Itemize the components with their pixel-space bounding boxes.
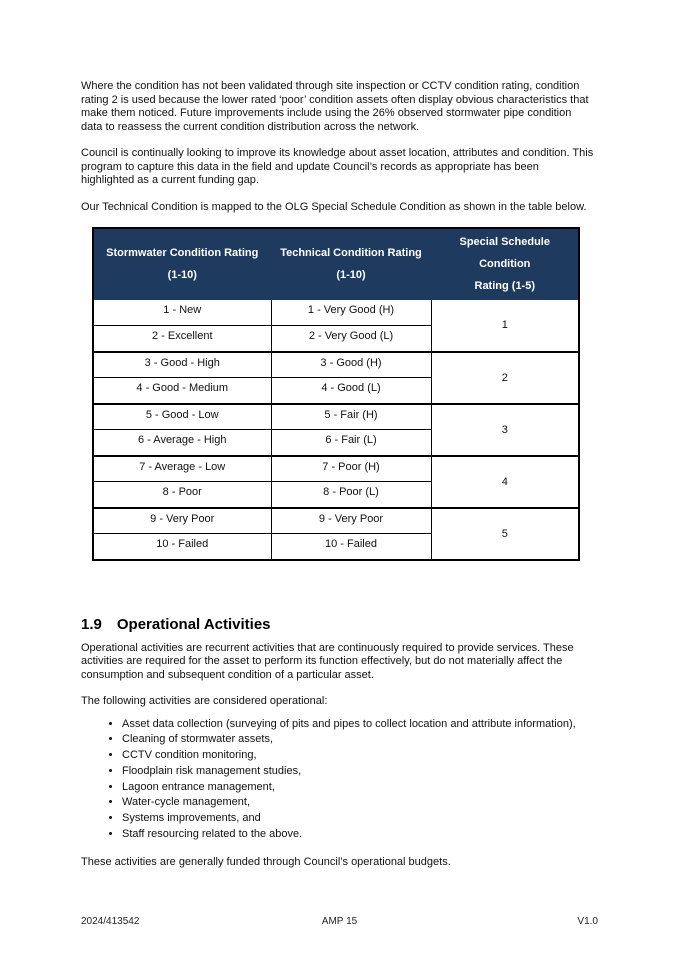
section-number: 1.9 bbox=[81, 615, 102, 633]
condition-mapping-table bbox=[92, 227, 580, 561]
cell-stormwater: 4 - Good - Medium bbox=[93, 378, 271, 404]
cell-special-rating: 5 bbox=[431, 508, 579, 560]
list-item: • Lagoon entrance management, bbox=[122, 780, 594, 796]
cell-technical: 2 - Very Good (L) bbox=[271, 326, 431, 352]
list-item: • Water-cycle management, bbox=[122, 795, 594, 811]
table-row bbox=[93, 456, 579, 482]
list-item: • Cleaning of stormwater assets, bbox=[122, 732, 594, 748]
cell-technical: 6 - Fair (L) bbox=[271, 430, 431, 456]
section-heading-1-9 bbox=[81, 616, 594, 633]
header-line: Special Schedule Condition bbox=[459, 236, 550, 270]
cell-special-rating: 2 bbox=[431, 352, 579, 404]
cell-special-rating: 4 bbox=[431, 456, 579, 508]
list-item: • Floodplain risk management studies, bbox=[122, 764, 594, 780]
cell-technical: 7 - Poor (H) bbox=[271, 456, 431, 482]
cell-technical: 8 - Poor (L) bbox=[271, 482, 431, 508]
cell-stormwater: 2 - Excellent bbox=[93, 326, 271, 352]
cell-technical: 4 - Good (L) bbox=[271, 378, 431, 404]
header-line: Stormwater Condition Rating bbox=[106, 247, 259, 259]
header-line: Rating (1-5) bbox=[474, 280, 535, 292]
paragraph-funding: These activities are generally funded through Council’s operational budgets. bbox=[81, 855, 451, 868]
cell-technical: 1 - Very Good (H) bbox=[271, 300, 431, 326]
header-stormwater-condition bbox=[93, 228, 271, 300]
cell-stormwater: 8 - Poor bbox=[93, 482, 271, 508]
cell-special-rating: 1 bbox=[431, 300, 579, 352]
paragraph-operational-definition: Operational activities are recurrent activities that are continuously required to provide services. These activities are required for the asset to perform its function effectively, but do not materially affect the consumption and subsequent condition of a particular asset. bbox=[81, 641, 574, 681]
header-technical-condition bbox=[271, 228, 431, 300]
cell-stormwater: 6 - Average - High bbox=[93, 430, 271, 456]
table-header-row bbox=[93, 228, 579, 300]
cell-stormwater: 3 - Good - High bbox=[93, 352, 271, 378]
table-row bbox=[93, 352, 579, 378]
list-item: • Systems improvements, and bbox=[122, 811, 594, 827]
list-item: • CCTV condition monitoring, bbox=[122, 748, 594, 764]
table-row bbox=[93, 300, 579, 326]
cell-stormwater: 5 - Good - Low bbox=[93, 404, 271, 430]
cell-stormwater: 7 - Average - Low bbox=[93, 456, 271, 482]
header-line: (1-10) bbox=[167, 269, 197, 281]
page-footer bbox=[81, 916, 598, 927]
cell-technical: 5 - Fair (H) bbox=[271, 404, 431, 430]
table-row bbox=[93, 508, 579, 534]
list-item: • Asset data collection (surveying of pits and pipes to collect location and attribute information), bbox=[122, 717, 594, 733]
header-special-schedule bbox=[431, 228, 579, 300]
cell-stormwater: 10 - Failed bbox=[93, 534, 271, 560]
cell-technical: 10 - Failed bbox=[271, 534, 431, 560]
table-row bbox=[93, 404, 579, 430]
cell-technical: 9 - Very Poor bbox=[271, 508, 431, 534]
section-title: Operational Activities bbox=[116, 615, 271, 633]
page-content bbox=[81, 80, 594, 882]
cell-technical: 3 - Good (H) bbox=[271, 352, 431, 378]
footer-document-number: 2024/413542 bbox=[81, 916, 140, 927]
paragraph-mapping-intro: Our Technical Condition is mapped to the OLG Special Schedule Condition as shown in the table below. bbox=[81, 200, 587, 213]
header-line: Technical Condition Rating bbox=[280, 247, 422, 259]
paragraph-condition-validation: Where the condition has not been validated through site inspection or CCTV condition rating, condition rating 2 is used because the lower rated ‘poor’ condition assets often display obvious characteristics that make them noticed. Future improvements include using the 26% observed stormwater pipe condition data to reassess the current condition distribution across the network. bbox=[81, 80, 589, 133]
header-line: (1-10) bbox=[336, 269, 366, 281]
cell-stormwater: 9 - Very Poor bbox=[93, 508, 271, 534]
list-item: • Staff resourcing related to the above. bbox=[122, 827, 594, 843]
paragraph-list-intro: The following activities are considered operational: bbox=[81, 695, 328, 707]
paragraph-council-knowledge: Council is continually looking to improve its knowledge about asset location, attributes and condition. This program to capture this data in the field and update Council’s records as appropriate has been highlighted as a current funding gap. bbox=[81, 147, 594, 186]
cell-stormwater: 1 - New bbox=[93, 300, 271, 326]
footer-version: V1.0 bbox=[577, 916, 598, 927]
footer-page-label: AMP 15 bbox=[321, 916, 358, 927]
operational-activities-list bbox=[81, 717, 594, 843]
cell-special-rating: 3 bbox=[431, 404, 579, 456]
